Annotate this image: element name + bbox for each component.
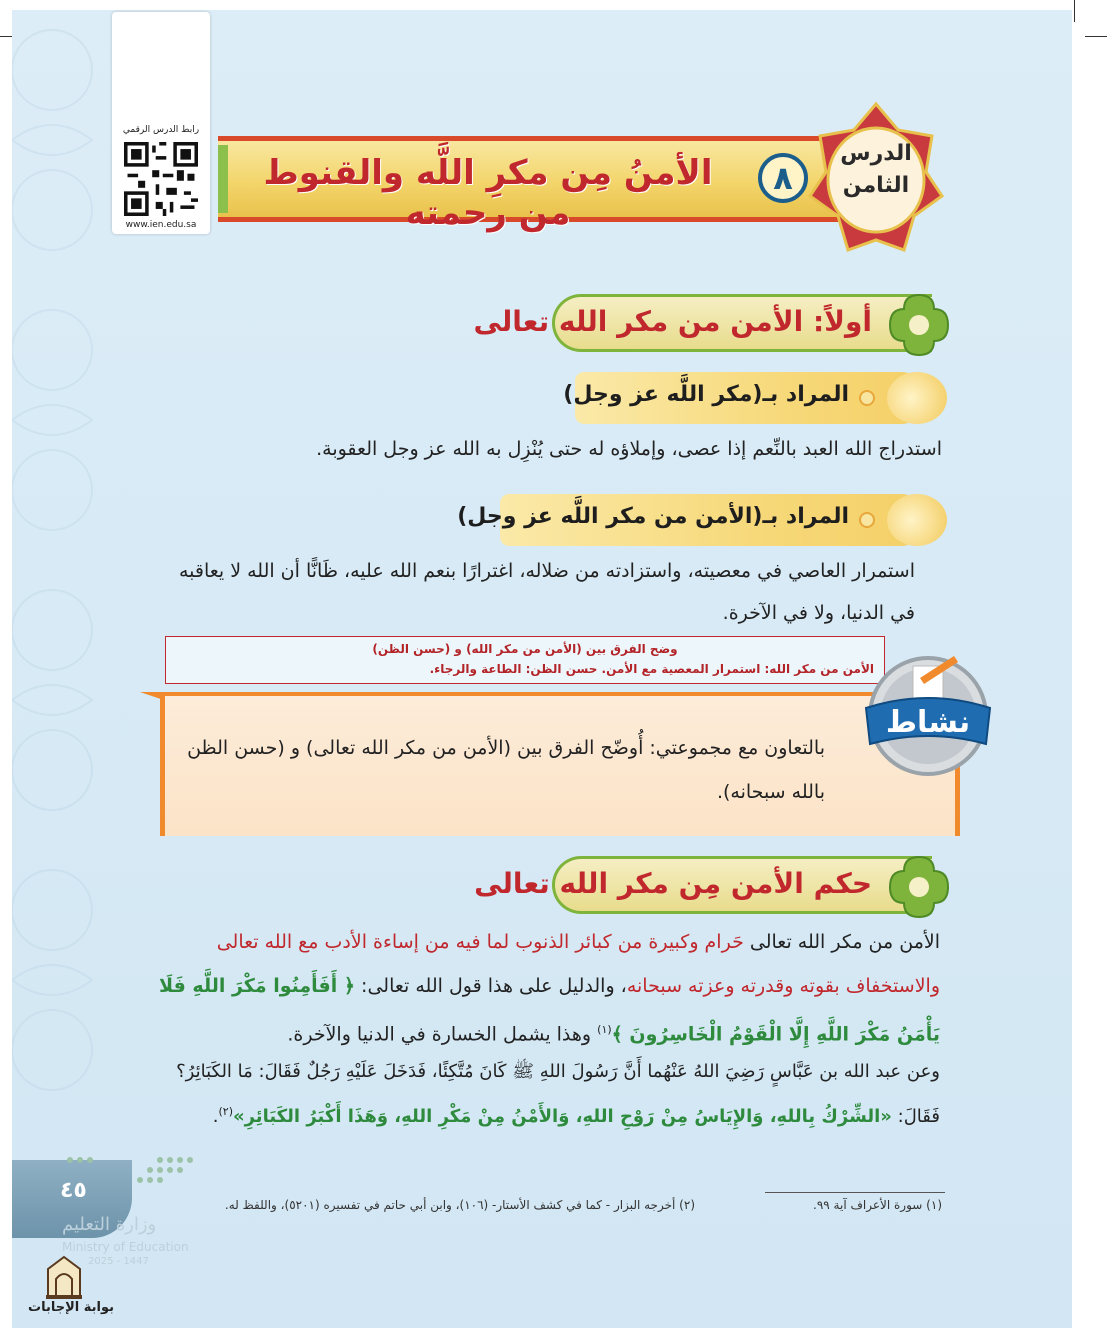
- section-2-title: حكم الأمن مِن مكر الله تعالى: [474, 867, 872, 900]
- footnote-2: (٢) أخرجه البزار - كما في كشف الأستار- (١٠٦)، وابن أبي حاتم في تفسيره (٥٢٠١)، واللفظ له.: [224, 1198, 695, 1212]
- footnote-divider: [765, 1192, 945, 1193]
- handwritten-answer-box: [165, 636, 885, 684]
- subheading-2-title: المراد بـ(الأمن من مكر اللَّه عز وجل): [457, 504, 849, 529]
- ruling-paragraph: [150, 920, 940, 1056]
- lesson-number: ٨: [758, 153, 808, 203]
- hadith-end: .: [212, 1106, 219, 1127]
- section-header-1: [473, 294, 932, 352]
- footnote-ref-1[interactable]: (١): [597, 1023, 612, 1036]
- subheading-tip: [887, 494, 947, 546]
- subheading-1: [563, 372, 927, 424]
- hadith-text: «الشِّرْكُ بِاللهِ، وَالإِيَاسُ مِنْ رَوْحِ اللهِ، وَالأَمْنُ مِنْ مَكْرِ اللهِ، وَهَذَا أَكْبَرُ الكَبَائِرِ»: [232, 1106, 892, 1127]
- subheading-tip: [887, 372, 947, 424]
- subheading-1-title: المراد بـ(مكر اللَّه عز وجل): [563, 382, 849, 407]
- bullet-icon: [859, 512, 875, 528]
- lesson-title-banner: [218, 136, 858, 233]
- activity-text: بالتعاون مع مجموعتي: أُوضّح الفرق بين (الأمن من مكر الله تعالى) و (حسن الظن بالله سبحانه).: [187, 737, 825, 803]
- hadith-paragraph: [150, 1052, 940, 1137]
- qr-caption: رابط الدرس الرقمي: [122, 125, 200, 135]
- footnote-1: (١) سورة الأعراف آية ٩٩.: [813, 1198, 942, 1212]
- activity-label: نشاط: [885, 705, 971, 740]
- portal-logo-icon[interactable]: [42, 1255, 86, 1301]
- annotation-line-2: الأمن من مكر الله: استمرار المعصية مع الأمن. حسن الظن: الطاعة والرجاء.: [429, 662, 874, 676]
- qr-code-icon[interactable]: [124, 142, 198, 216]
- quran-verse: ﴿ أَفَأَمِنُوا مَكْرَ اللَّهِ فَلَا يَأْمَنُ مَكْرَ اللَّهِ إِلَّا الْقَوْمُ الْخَاسِرُونَ ﴾: [158, 975, 940, 1046]
- annotation-line-1: وضح الفرق بين (الأمن من مكر الله) و (حسن الظن): [372, 642, 678, 656]
- ruling-text-start: الأمن من مكر الله تعالى: [743, 931, 940, 953]
- edition-year: 2025 - 1447: [88, 1256, 149, 1267]
- hadith-intro: وعن عبد الله بن عَبَّاسٍ رَضِيَ اللهُ عَنْهُما أَنَّ رَسُولَ اللهِ ﷺ كَانَ مُتَّكِئًا، فَدَخَلَ عَلَيْهِ رَجُلٌ فَقَالَ: مَا الكَبَائِرُ؟ فَقَالَ:: [176, 1061, 940, 1127]
- section-1-title: أولاً: الأمن من مكر الله تعالى: [473, 305, 872, 338]
- digital-lesson-qr-card[interactable]: [112, 12, 210, 234]
- section-header-2: [474, 856, 932, 914]
- bullet-icon: [859, 390, 875, 406]
- activity-box: [160, 696, 960, 836]
- crop-mark: [1074, 0, 1075, 22]
- lesson-badge-text: [830, 138, 922, 202]
- definition-paragraph-1: استدراج الله العبد بالنِّعم إذا عصى، وإملاؤه له حتى يُنْزِل به الله عز وجل العقوبة.: [316, 438, 942, 460]
- ministry-name-ar: وزارة التعليم: [62, 1214, 157, 1235]
- ruling-highlight: حَرام وكبيرة من كبائر الذنوب لما فيه من إساءة الأدب مع الله تعالى والاستخفاف بقوته وقدرته وعزته سبحانه: [216, 931, 940, 997]
- ruling-text-end: وهذا يشمل الخسارة في الدنيا والآخرة.: [287, 1023, 598, 1046]
- badge-line-1: الدرس: [840, 141, 912, 166]
- footnote-ref-2[interactable]: (٢): [218, 1105, 233, 1118]
- crop-mark: [1085, 36, 1107, 37]
- page-number: ٤٥: [60, 1178, 87, 1203]
- ruling-text-mid: ، والدليل على هذا قول الله تعالى:: [355, 975, 627, 997]
- badge-line-2: الثامن: [842, 173, 910, 198]
- qr-url[interactable]: www.ien.edu.sa: [125, 220, 197, 230]
- definition-paragraph-2: استمرار العاصي في معصيته، واستزادته من ضلاله، اغترارًا بنعم الله عليه، ظَانًّا أن الله لا يعاقبه في الدنيا، ولا في الآخرة.: [178, 560, 915, 624]
- flower-ornament-icon: [884, 289, 954, 361]
- lesson-title: الأمنُ مِن مكرِ اللَّه والقنوط من رحمته: [263, 153, 713, 233]
- ministry-logo-dots-icon: [60, 1150, 200, 1200]
- ministry-name-en: Ministry of Education: [62, 1240, 189, 1254]
- subheading-2: [457, 494, 927, 546]
- flower-ornament-icon: [884, 851, 954, 923]
- portal-name[interactable]: بوابة الإجابات: [28, 1300, 114, 1315]
